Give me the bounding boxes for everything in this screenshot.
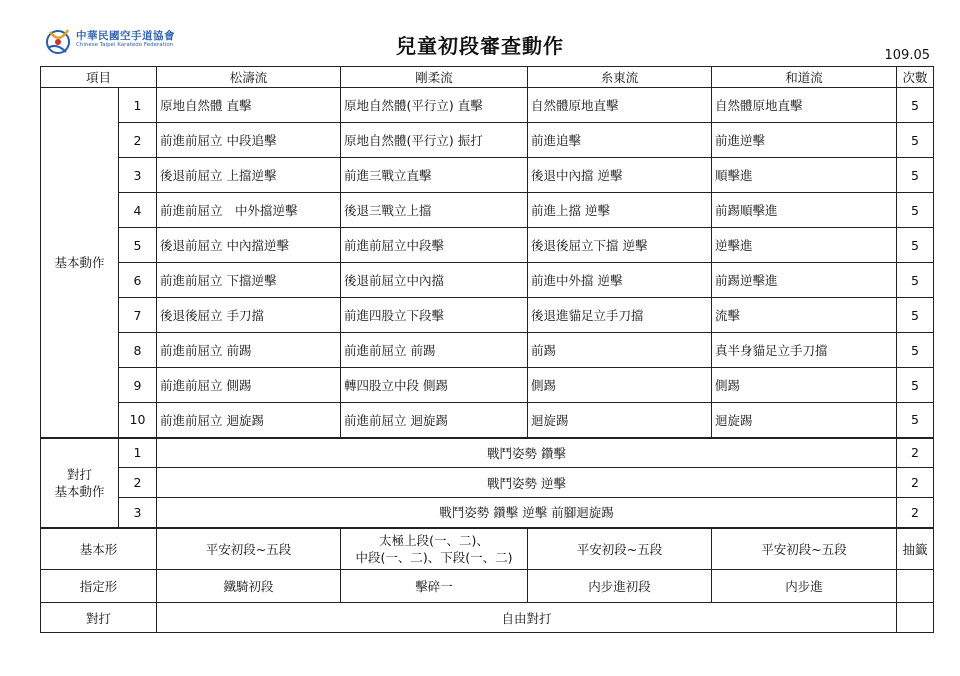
row-number: 1 <box>119 438 157 468</box>
cell-gojuryu: 原地自然體(平行立) 直擊 <box>341 88 528 123</box>
col-header-gojuryu: 剛柔流 <box>341 67 528 88</box>
section-label-basic: 基本動作 <box>41 88 119 438</box>
row-number: 2 <box>119 468 157 498</box>
col-header-shitoryu: 糸東流 <box>528 67 712 88</box>
cell-count: 5 <box>897 158 934 193</box>
cell-wadoryu: 真半身貓足立手刀擋 <box>712 333 897 368</box>
cell-gojuryu: 前進前屈立中段擊 <box>341 228 528 263</box>
cell-shitoryu: 側踢 <box>528 368 712 403</box>
table-row <box>41 263 934 298</box>
cell-shitoryu: 後退中內擋 逆擊 <box>528 158 712 193</box>
cell-gojuryu: 原地自然體(平行立) 振打 <box>341 123 528 158</box>
cell-count: 5 <box>897 298 934 333</box>
cell-shotokan: 後退前屈立 上擋逆擊 <box>157 158 341 193</box>
row-number: 6 <box>119 263 157 298</box>
version-number: 109.05 <box>884 48 930 63</box>
cell-count: 2 <box>897 468 934 498</box>
cell-count: 5 <box>897 228 934 263</box>
cell-shitoryu: 前進上擋 逆擊 <box>528 193 712 228</box>
col-header-wadoryu: 和道流 <box>712 67 897 88</box>
section-label-kumite: 對打 <box>41 603 157 633</box>
cell-shotokan: 前進前屈立 迴旋踢 <box>157 403 341 438</box>
cell-shitoryu: 前踢 <box>528 333 712 368</box>
table-row <box>41 468 934 498</box>
row-number: 1 <box>119 88 157 123</box>
col-header-shotokan: 松濤流 <box>157 67 341 88</box>
cell-count: 抽籤 <box>897 528 934 570</box>
org-name: 中華民國空手道協會 <box>76 30 175 42</box>
kata-goju-line2: 中段(一、二)、下段(一、二) <box>355 549 513 565</box>
cell-wadoryu: 順擊進 <box>712 158 897 193</box>
row-number: 2 <box>119 123 157 158</box>
cell-wadoryu: 逆擊進 <box>712 228 897 263</box>
cell-wadoryu: 迴旋踢 <box>712 403 897 438</box>
cell-gojuryu: 前進四股立下段擊 <box>341 298 528 333</box>
section-label-sparring-basic <box>41 438 119 528</box>
cell-count: 5 <box>897 403 934 438</box>
cell-shotokan: 前進前屈立 前踢 <box>157 333 341 368</box>
table-row <box>41 158 934 193</box>
cell-gojuryu: 轉四股立中段 側踢 <box>341 368 528 403</box>
cell-gojuryu: 後退三戰立上擋 <box>341 193 528 228</box>
cell-gojuryu: 前進前屈立 前踢 <box>341 333 528 368</box>
section-label-kata-basic: 基本形 <box>41 528 157 570</box>
cell-wadoryu: 内步進 <box>712 570 897 603</box>
cell-shotokan: 後退後屈立 手刀擋 <box>157 298 341 333</box>
table-row <box>41 528 934 570</box>
cell-wadoryu: 自然體原地直擊 <box>712 88 897 123</box>
row-number: 10 <box>119 403 157 438</box>
table-row <box>41 368 934 403</box>
cell-wadoryu: 前進逆擊 <box>712 123 897 158</box>
cell-shotokan: 平安初段~五段 <box>157 528 341 570</box>
row-number: 8 <box>119 333 157 368</box>
cell-count: 5 <box>897 123 934 158</box>
cell-wadoryu: 前踢逆擊進 <box>712 263 897 298</box>
cell-wadoryu: 流擊 <box>712 298 897 333</box>
exam-table <box>40 66 934 633</box>
cell-shitoryu: 自然體原地直擊 <box>528 88 712 123</box>
table-row <box>41 603 934 633</box>
table-row <box>41 333 934 368</box>
col-header-item: 項目 <box>41 67 157 88</box>
table-row <box>41 228 934 263</box>
cell-wadoryu: 側踢 <box>712 368 897 403</box>
cell-wadoryu: 平安初段~五段 <box>712 528 897 570</box>
section-label-kata-designated: 指定形 <box>41 570 157 603</box>
page-title: 兒童初段審查動作 <box>396 34 564 58</box>
cell-gojuryu: 前進三戰立直擊 <box>341 158 528 193</box>
header-row <box>41 67 934 88</box>
table-row <box>41 438 934 468</box>
sparring-label-line2: 基本動作 <box>54 483 105 499</box>
table-row <box>41 193 934 228</box>
cell-shotokan: 後退前屈立 中內擋逆擊 <box>157 228 341 263</box>
cell-gojuryu: 擊碎一 <box>341 570 528 603</box>
cell-merged: 自由對打 <box>157 603 897 633</box>
cell-merged: 戰鬥姿勢 逆擊 <box>157 468 897 498</box>
cell-count: 5 <box>897 333 934 368</box>
cell-shitoryu: 内步進初段 <box>528 570 712 603</box>
row-number: 9 <box>119 368 157 403</box>
table-row <box>41 403 934 438</box>
cell-shotokan: 前進前屈立 中外擋逆擊 <box>157 193 341 228</box>
kata-goju-line1: 太極上段(一、二)、 <box>379 532 489 548</box>
cell-gojuryu: 前進前屈立 迴旋踢 <box>341 403 528 438</box>
table-row <box>41 123 934 158</box>
org-name-en: Chinese Taipei Karatedo Federation <box>76 42 174 48</box>
cell-merged: 戰鬥姿勢 鑽擊 逆擊 前腳迴旋踢 <box>157 498 897 528</box>
cell-shitoryu: 前進追擊 <box>528 123 712 158</box>
cell-shitoryu: 後退進貓足立手刀擋 <box>528 298 712 333</box>
cell-merged: 戰鬥姿勢 鑽擊 <box>157 438 897 468</box>
table-row <box>41 88 934 123</box>
table-row <box>41 498 934 528</box>
cell-count: 2 <box>897 498 934 528</box>
cell-gojuryu <box>341 528 528 570</box>
cell-count: 5 <box>897 88 934 123</box>
cell-count: 5 <box>897 193 934 228</box>
cell-shitoryu: 平安初段~五段 <box>528 528 712 570</box>
row-number: 4 <box>119 193 157 228</box>
cell-gojuryu: 後退前屈立中內擋 <box>341 263 528 298</box>
table-row <box>41 570 934 603</box>
table-row <box>41 298 934 333</box>
cell-shotokan: 前進前屈立 側踢 <box>157 368 341 403</box>
row-number: 3 <box>119 498 157 528</box>
cell-shotokan: 原地自然體 直擊 <box>157 88 341 123</box>
cell-count: 2 <box>897 438 934 468</box>
col-header-count: 次數 <box>897 67 934 88</box>
sparring-label-line1: 對打 <box>66 466 92 482</box>
cell-count <box>897 603 934 633</box>
row-number: 7 <box>119 298 157 333</box>
cell-wadoryu: 前踢順擊進 <box>712 193 897 228</box>
cell-shitoryu: 前進中外擋 逆擊 <box>528 263 712 298</box>
row-number: 5 <box>119 228 157 263</box>
row-number: 3 <box>119 158 157 193</box>
cell-shotokan: 前進前屈立 下擋逆擊 <box>157 263 341 298</box>
cell-shitoryu: 迴旋踢 <box>528 403 712 438</box>
cell-shitoryu: 後退後屈立下擋 逆擊 <box>528 228 712 263</box>
cell-shotokan: 前進前屈立 中段追擊 <box>157 123 341 158</box>
cell-shotokan: 鐵騎初段 <box>157 570 341 603</box>
cell-count <box>897 570 934 603</box>
cell-count: 5 <box>897 368 934 403</box>
cell-count: 5 <box>897 263 934 298</box>
